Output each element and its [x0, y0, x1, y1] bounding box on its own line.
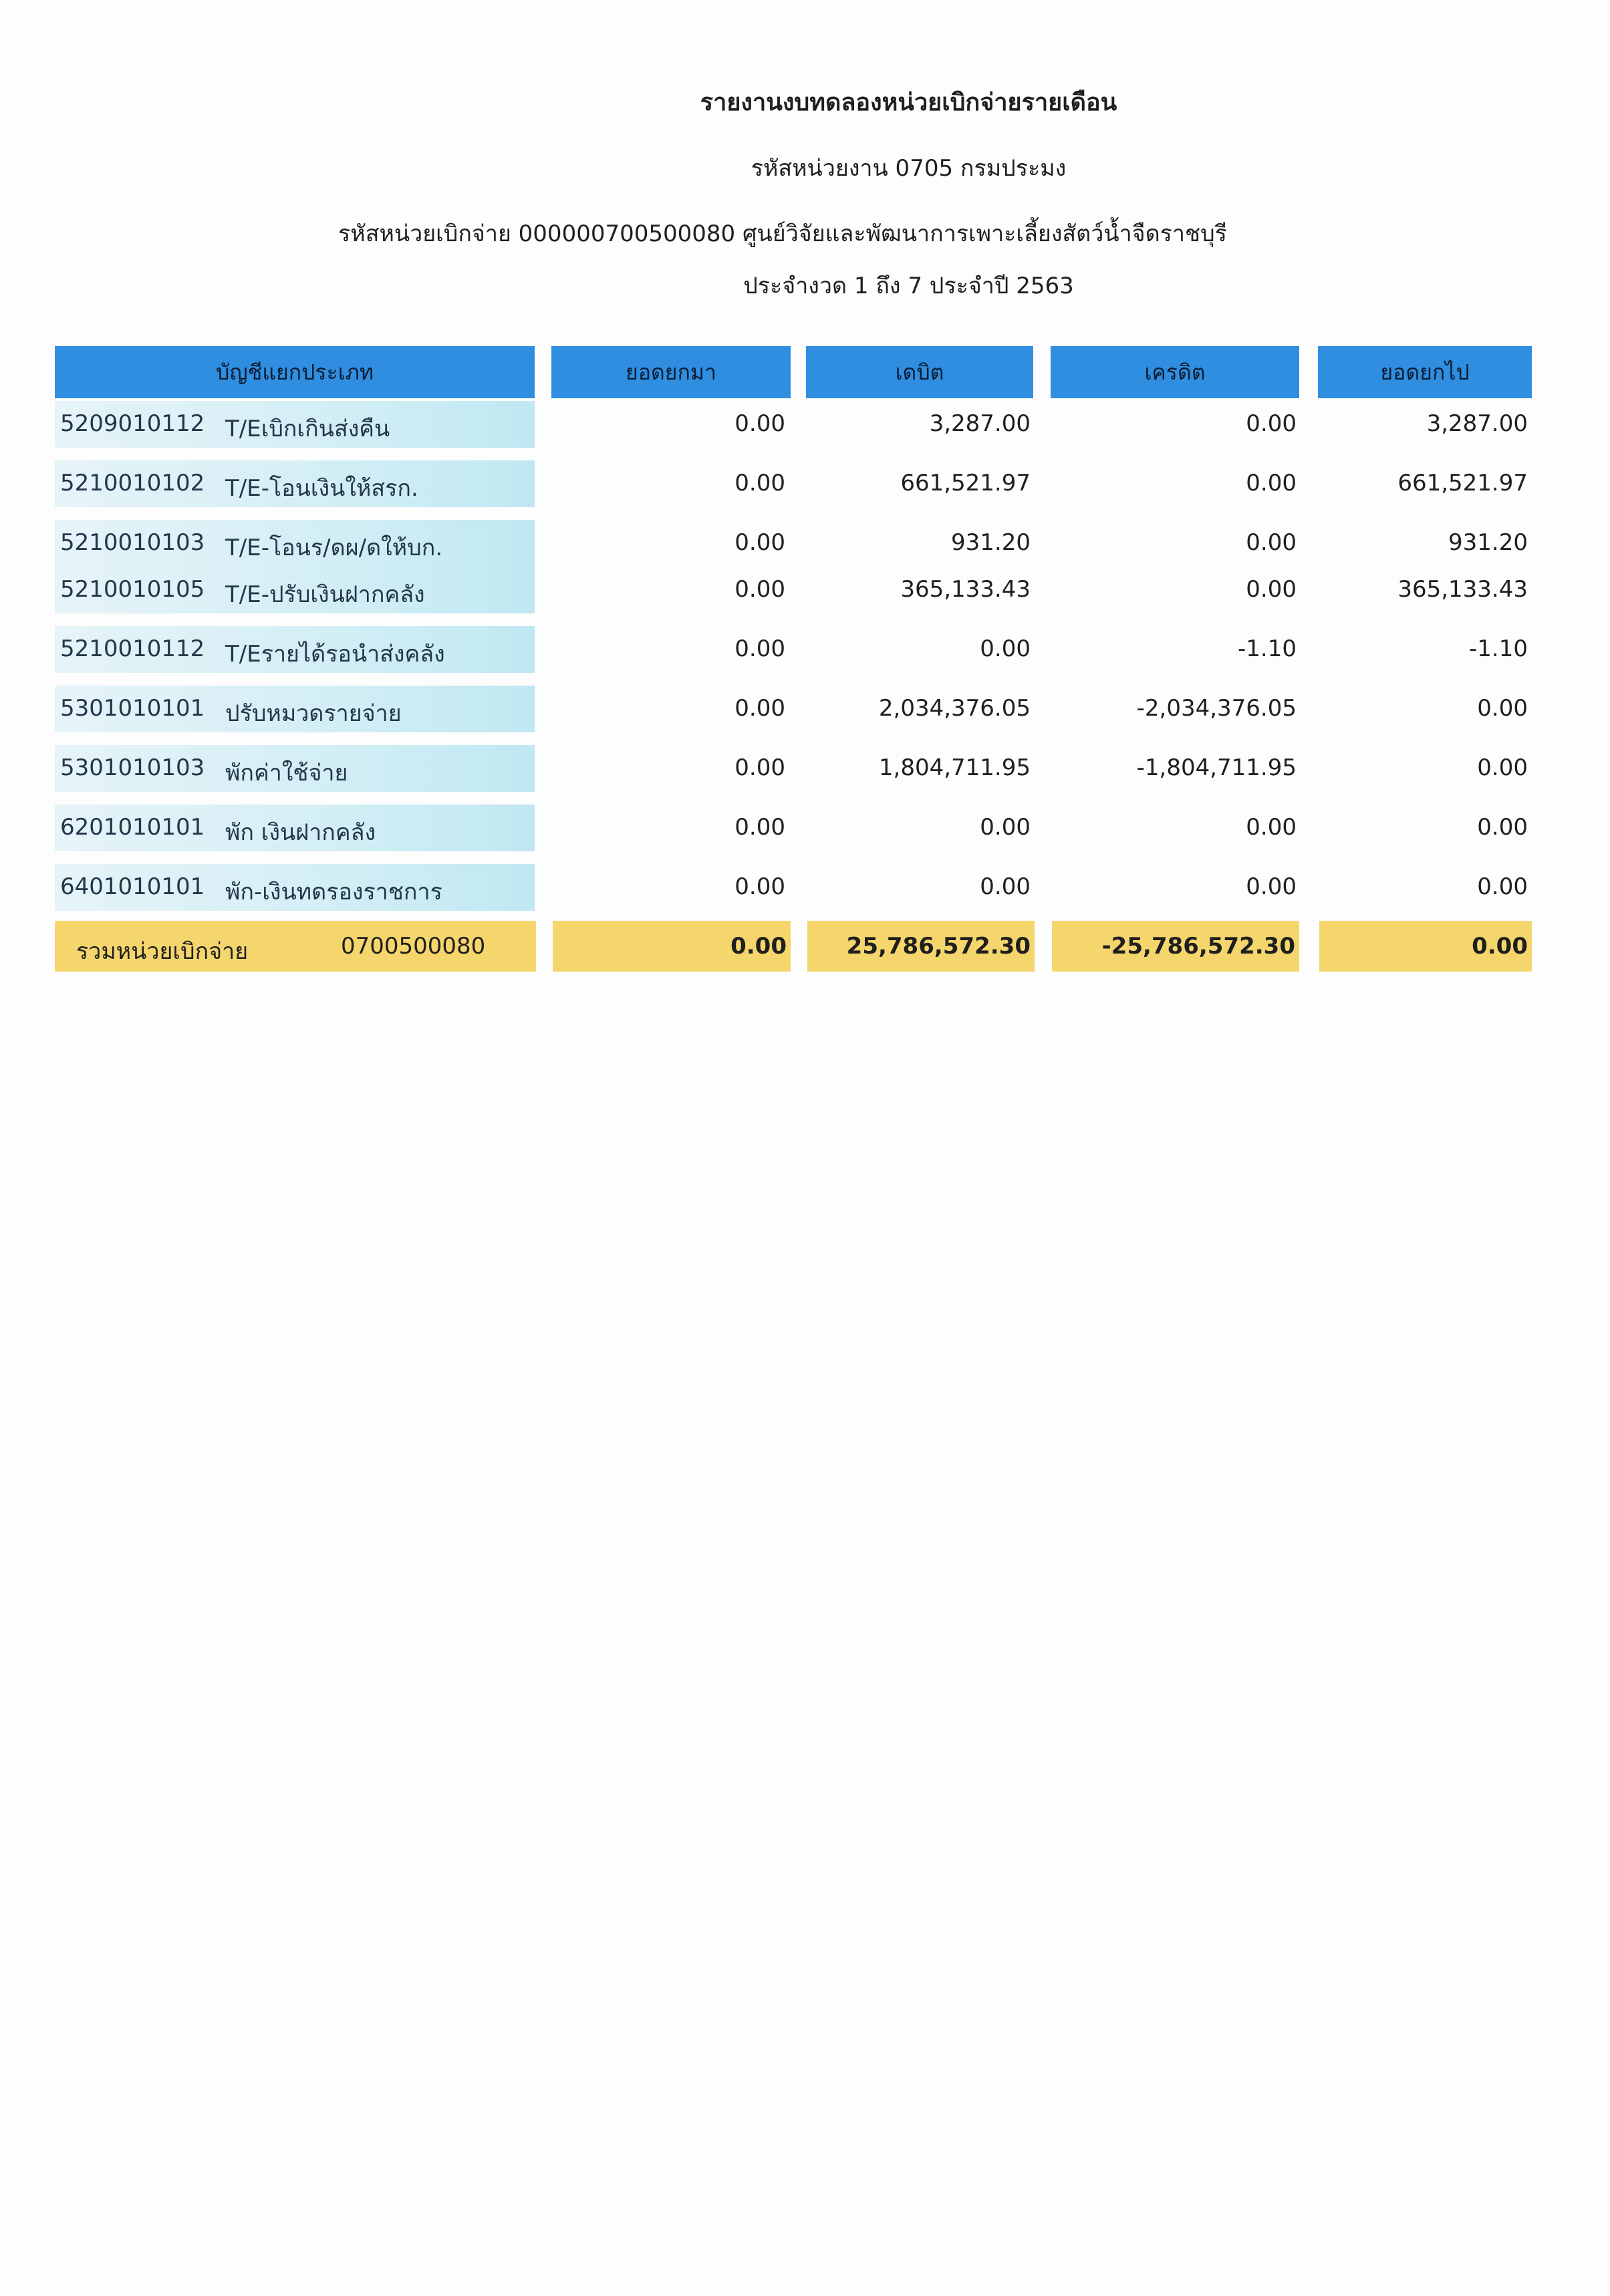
brought-forward-value: 0.00 [734, 814, 785, 841]
debit-value: 365,133.43 [900, 576, 1031, 603]
carried-forward-value: 0.00 [1477, 754, 1528, 781]
total-carried-forward-cell [1319, 921, 1532, 972]
carried-forward-value: 365,133.43 [1397, 576, 1528, 603]
period-line: ประจำงวด 1 ถึง 7 ประจำปี 2563 [743, 273, 1074, 299]
debit-value: 2,034,376.05 [878, 695, 1031, 722]
account-cell [55, 864, 535, 911]
debit-value: 0.00 [980, 873, 1031, 900]
table-row [0, 520, 1610, 567]
credit-value: 0.00 [1246, 873, 1297, 900]
carried-forward-value: -1.10 [1469, 635, 1528, 662]
credit-value: 0.00 [1246, 410, 1297, 437]
account-code: 5210010103 [60, 529, 205, 556]
carried-forward-value: 661,521.97 [1397, 470, 1528, 496]
disbursing-unit-line: รหัสหน่วยเบิกจ่าย 000000700500080 ศูนย์วิจัยและพัฒนาการเพาะเลี้ยงสัตว์น้ำจืดราชบุรี [338, 221, 1227, 247]
total-brought-forward-cell [553, 921, 791, 972]
account-cell [55, 626, 535, 673]
credit-value: -1.10 [1238, 635, 1297, 662]
total-carried-forward: 0.00 [1472, 933, 1528, 960]
account-name: พัก เงินฝากคลัง [225, 819, 376, 846]
account-cell [55, 686, 535, 732]
account-cell [55, 805, 535, 851]
carried-forward-value: 3,287.00 [1426, 410, 1528, 437]
total-row-label-cell [55, 921, 536, 972]
brought-forward-value: 0.00 [734, 576, 785, 603]
account-code: 6401010101 [60, 873, 205, 900]
credit-value: 0.00 [1246, 814, 1297, 841]
debit-value: 0.00 [980, 635, 1031, 662]
account-name: ปรับหมวดรายจ่าย [225, 700, 402, 727]
table-row [0, 401, 1610, 448]
carried-forward-value: 0.00 [1477, 814, 1528, 841]
total-debit-cell [807, 921, 1035, 972]
brought-forward-value: 0.00 [734, 754, 785, 781]
column-header-account: บัญชีแยกประเภท [55, 346, 535, 398]
column-header-carried-forward: ยอดยกไป [1318, 346, 1532, 398]
account-code: 5210010102 [60, 470, 205, 496]
credit-value: -2,034,376.05 [1136, 695, 1297, 722]
credit-value: 0.00 [1246, 529, 1297, 556]
account-cell [55, 567, 535, 613]
table-row [0, 567, 1610, 613]
carried-forward-value: 0.00 [1477, 695, 1528, 722]
account-name: พัก-เงินทดรองราชการ [225, 879, 442, 905]
brought-forward-value: 0.00 [734, 635, 785, 662]
brought-forward-value: 0.00 [734, 695, 785, 722]
account-name: T/E-โอนร/ดผ/ดให้บก. [225, 535, 443, 561]
credit-value: 0.00 [1246, 470, 1297, 496]
table-row [0, 460, 1610, 507]
account-name: พักค่าใช้จ่าย [225, 760, 348, 786]
brought-forward-value: 0.00 [734, 470, 785, 496]
total-unit-code: 0700500080 [341, 933, 486, 960]
agency-line: รหัสหน่วยงาน 0705 กรมประมง [751, 155, 1067, 182]
account-cell [55, 745, 535, 792]
account-cell [55, 401, 535, 448]
account-code: 5301010101 [60, 695, 205, 722]
debit-value: 931.20 [951, 529, 1031, 556]
account-name: T/E-ปรับเงินฝากคลัง [225, 581, 425, 608]
table-row [0, 686, 1610, 732]
account-cell [55, 460, 535, 507]
total-credit: -25,786,572.30 [1101, 933, 1295, 960]
total-brought-forward: 0.00 [730, 933, 787, 960]
debit-value: 661,521.97 [900, 470, 1031, 496]
account-code: 5301010103 [60, 754, 205, 781]
account-code: 5210010105 [60, 576, 205, 603]
debit-value: 1,804,711.95 [878, 754, 1031, 781]
total-debit: 25,786,572.30 [846, 933, 1031, 960]
total-credit-cell [1052, 921, 1299, 972]
account-code: 6201010101 [60, 814, 205, 841]
carried-forward-value: 931.20 [1448, 529, 1528, 556]
report-title: รายงานงบทดลองหน่วยเบิกจ่ายรายเดือน [700, 89, 1117, 116]
column-header-brought-forward: ยอดยกมา [551, 346, 791, 398]
account-cell [55, 520, 535, 567]
account-name: T/Eรายได้รอนำส่งคลัง [225, 641, 445, 668]
total-label: รวมหน่วยเบิกจ่าย [76, 938, 249, 965]
table-row [0, 626, 1610, 673]
table-row [0, 745, 1610, 792]
debit-value: 0.00 [980, 814, 1031, 841]
brought-forward-value: 0.00 [734, 873, 785, 900]
column-header-credit: เครดิต [1051, 346, 1299, 398]
brought-forward-value: 0.00 [734, 410, 785, 437]
carried-forward-value: 0.00 [1477, 873, 1528, 900]
account-code: 5210010112 [60, 635, 205, 662]
credit-value: -1,804,711.95 [1136, 754, 1297, 781]
brought-forward-value: 0.00 [734, 529, 785, 556]
debit-value: 3,287.00 [929, 410, 1031, 437]
account-name: T/Eเบิกเกินส่งคืน [225, 416, 390, 442]
column-header-debit: เดบิต [806, 346, 1033, 398]
credit-value: 0.00 [1246, 576, 1297, 603]
table-row [0, 805, 1610, 851]
account-name: T/E-โอนเงินให้สรก. [225, 475, 418, 502]
table-row [0, 864, 1610, 911]
account-code: 5209010112 [60, 410, 205, 437]
